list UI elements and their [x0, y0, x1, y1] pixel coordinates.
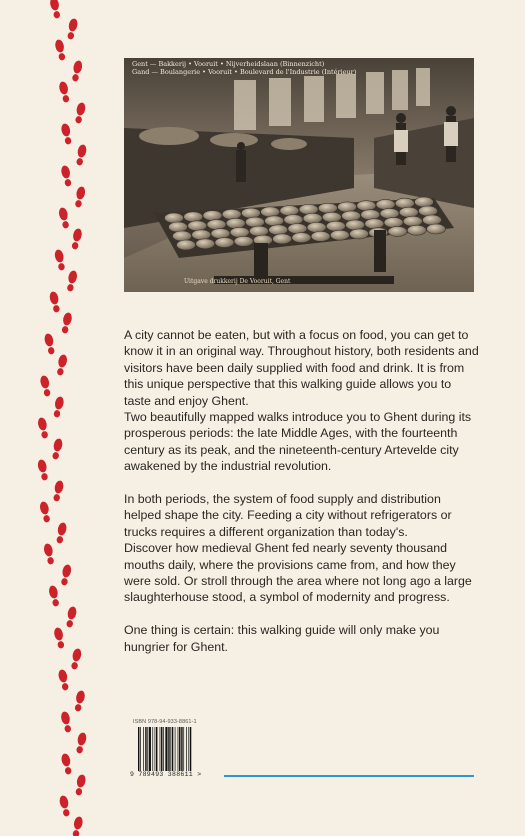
footprint-icon [74, 186, 87, 208]
footprint-icon [43, 333, 56, 355]
footprint-icon [57, 669, 70, 691]
paragraph-4: Discover how medieval Ghent fed nearly seventy thousand mouths daily, where the provisions came from, and how they were sold. Or stroll through the area where not long ago a large slaughterhouse stood, a symbol of modernity and progress. [124, 541, 472, 605]
footprint-icon [59, 795, 72, 817]
footprint-icon [75, 144, 88, 166]
footprint-trail [0, 0, 120, 836]
barcode-image [138, 727, 206, 771]
footprint-icon [60, 564, 73, 586]
footprint-icon [60, 312, 73, 334]
footprint-icon [71, 816, 84, 836]
footprint-icon [74, 774, 87, 796]
footprint-icon [70, 648, 83, 670]
footprint-icon [71, 60, 84, 82]
footprint-icon [49, 0, 62, 19]
photo-caption-bottom: Uitgave drukkerij De Vooruit, Gent [184, 278, 291, 285]
footprint-icon [66, 270, 79, 292]
footprint-icon [39, 375, 52, 397]
footprint-icon [51, 438, 64, 460]
paragraph-2: Two beautifully mapped walks introduce you to Ghent during its prosperous periods: the late Middle Ages, with the fourteenth century as its peak, and the nineteenth-century Artevelde city awakened by the industrial revolution. [124, 410, 472, 474]
footprint-icon [39, 501, 52, 523]
footprint-icon [55, 522, 68, 544]
paragraph-1: A city cannot be eaten, but with a focus on food, you can get to know it in an original way. Throughout history, both residents and visitors have been daily supplied with food and drink. It is from this unique perspective that this walking guide allows you to taste and enjoy Ghent. [124, 328, 479, 408]
historic-bakery-photo [124, 58, 474, 292]
footprint-icon [73, 690, 86, 712]
back-cover-text [124, 327, 479, 655]
footprint-icon [70, 228, 83, 250]
paragraph-5: One thing is certain: this walking guide will only make you hungrier for Ghent. [124, 623, 440, 654]
footprint-icon [56, 354, 69, 376]
footprint-icon [53, 627, 66, 649]
footprint-icon [37, 417, 50, 439]
footprint-icon [43, 543, 56, 565]
footprint-icon [60, 753, 73, 775]
footprint-icon [60, 711, 73, 733]
isbn-label: ISBN 978-94-933-8861-1 [133, 719, 197, 725]
footprint-icon [58, 207, 71, 229]
footprint-icon [60, 123, 73, 145]
footprint-icon [52, 396, 65, 418]
footprint-icon [49, 291, 62, 313]
barcode-digits: 9 789493 388611 > [130, 771, 202, 778]
footprint-icon [75, 732, 88, 754]
footprint-icon [54, 249, 67, 271]
footprint-icon [48, 585, 61, 607]
footprint-icon [37, 459, 50, 481]
footprint-icon [60, 165, 73, 187]
footprint-icon [66, 18, 79, 40]
photo-caption-top: Gent — Bakkerij • Vooruit • Nijverheidslaan (Binnenzicht) Gand — Boulangerie • Vooruit • Boulevard de l'Industrie (Intérieur) [132, 60, 357, 76]
footprint-icon [58, 81, 71, 103]
footprint-icon [65, 606, 78, 628]
footprint-icon [54, 39, 67, 61]
footprint-icon [52, 480, 65, 502]
blue-rule [224, 775, 474, 777]
paragraph-3: In both periods, the system of food supply and distribution helped shape the city. Feeding a city without refrigerators or trucks requires a different organization than today's. [124, 492, 452, 539]
footprint-icon [74, 102, 87, 124]
